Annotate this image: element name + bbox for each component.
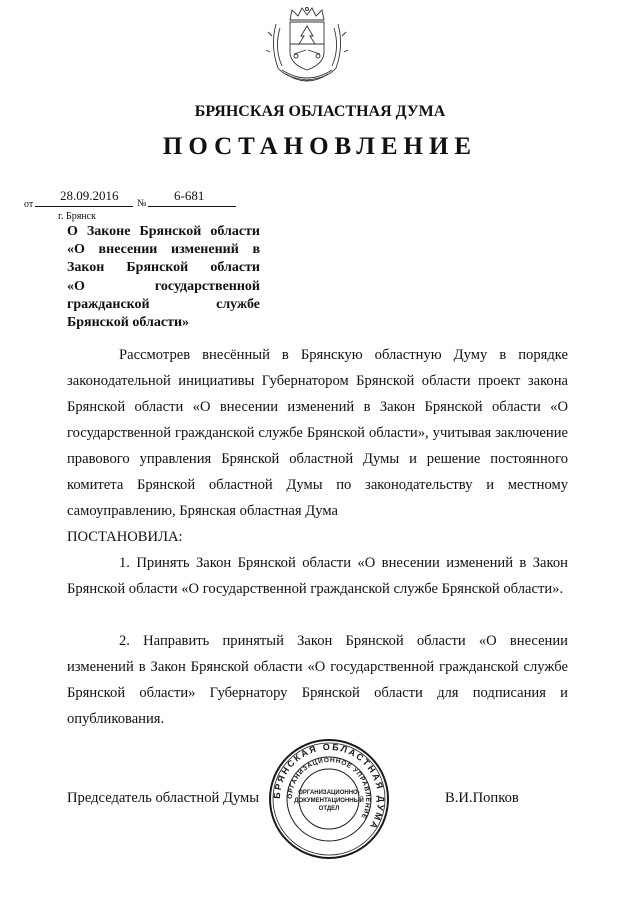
subject-line: О Законе Брянской области xyxy=(67,224,260,239)
resolution-item-1: 1. Принять Закон Брянской области «О внесении изменений в Закон Брянской области «О государственной гражданской службе Брянской области». xyxy=(67,555,568,597)
date-underline xyxy=(35,205,133,207)
subject-line: «О государственной xyxy=(67,278,260,294)
subject-line: «О внесении изменений в xyxy=(67,242,260,258)
document-subject xyxy=(67,223,260,332)
org-name: БРЯНСКАЯ ОБЛАСТНАЯ ДУМА xyxy=(194,103,446,120)
preamble-paragraph: Рассмотрев внесённый в Брянскую областную Думу в порядке законодательной инициативы Губернатором Брянской области проект закона Брянской области «О внесении изменений в Закон Брянской области «О государственной гражданской службе Брянской области», учитывая заключение правового управления Брянской областной Думы и решение постоянного комитета Брянской областной Думы по законодательству и местному самоуправлению, Брянская областная Дума xyxy=(67,347,568,519)
stamp-inner-ring-text: ОРГАНИЗАЦИОННОЕ УПРАВЛЕНИЕ xyxy=(286,756,372,821)
number-underline xyxy=(148,205,236,207)
stamp-outer-text: БРЯНСКАЯ ОБЛАСТНАЯ ДУМА xyxy=(271,741,387,833)
stamp-center-line: ОТДЕЛ xyxy=(318,806,340,812)
stamp-center-line: ОРГАНИЗАЦИОННО- xyxy=(298,790,360,796)
city: г. Брянск xyxy=(58,211,96,222)
subject-line: гражданской службе xyxy=(67,296,260,312)
resolved-label: ПОСТАНОВИЛА: xyxy=(67,529,183,545)
bryansk-coat-of-arms-icon xyxy=(266,6,348,84)
document-type-title: ПОСТАНОВЛЕНИЕ xyxy=(162,133,478,160)
stamp-center-line: ДОКУМЕНТАЦИОННЫЙ xyxy=(294,798,364,804)
resolution-item-2: 2. Направить принятый Закон Брянской области «О внесении изменений в Закон Брянской области «О государственной гражданской службе Брянской области» Губернатору Брянской области для подписания и опубликования. xyxy=(67,633,568,727)
subject-line: Закон Брянской области xyxy=(67,260,260,276)
signatory-position: Председатель областной Думы xyxy=(67,790,260,806)
document-date: 28.09.2016 xyxy=(60,188,119,203)
official-seal-stamp xyxy=(268,738,390,860)
date-prefix: от xyxy=(24,199,34,210)
document-number: 6-681 xyxy=(174,188,205,203)
signatory-name: В.И.Попков xyxy=(445,790,519,806)
number-prefix: № xyxy=(137,198,147,209)
subject-line: Брянской области» xyxy=(67,315,190,331)
